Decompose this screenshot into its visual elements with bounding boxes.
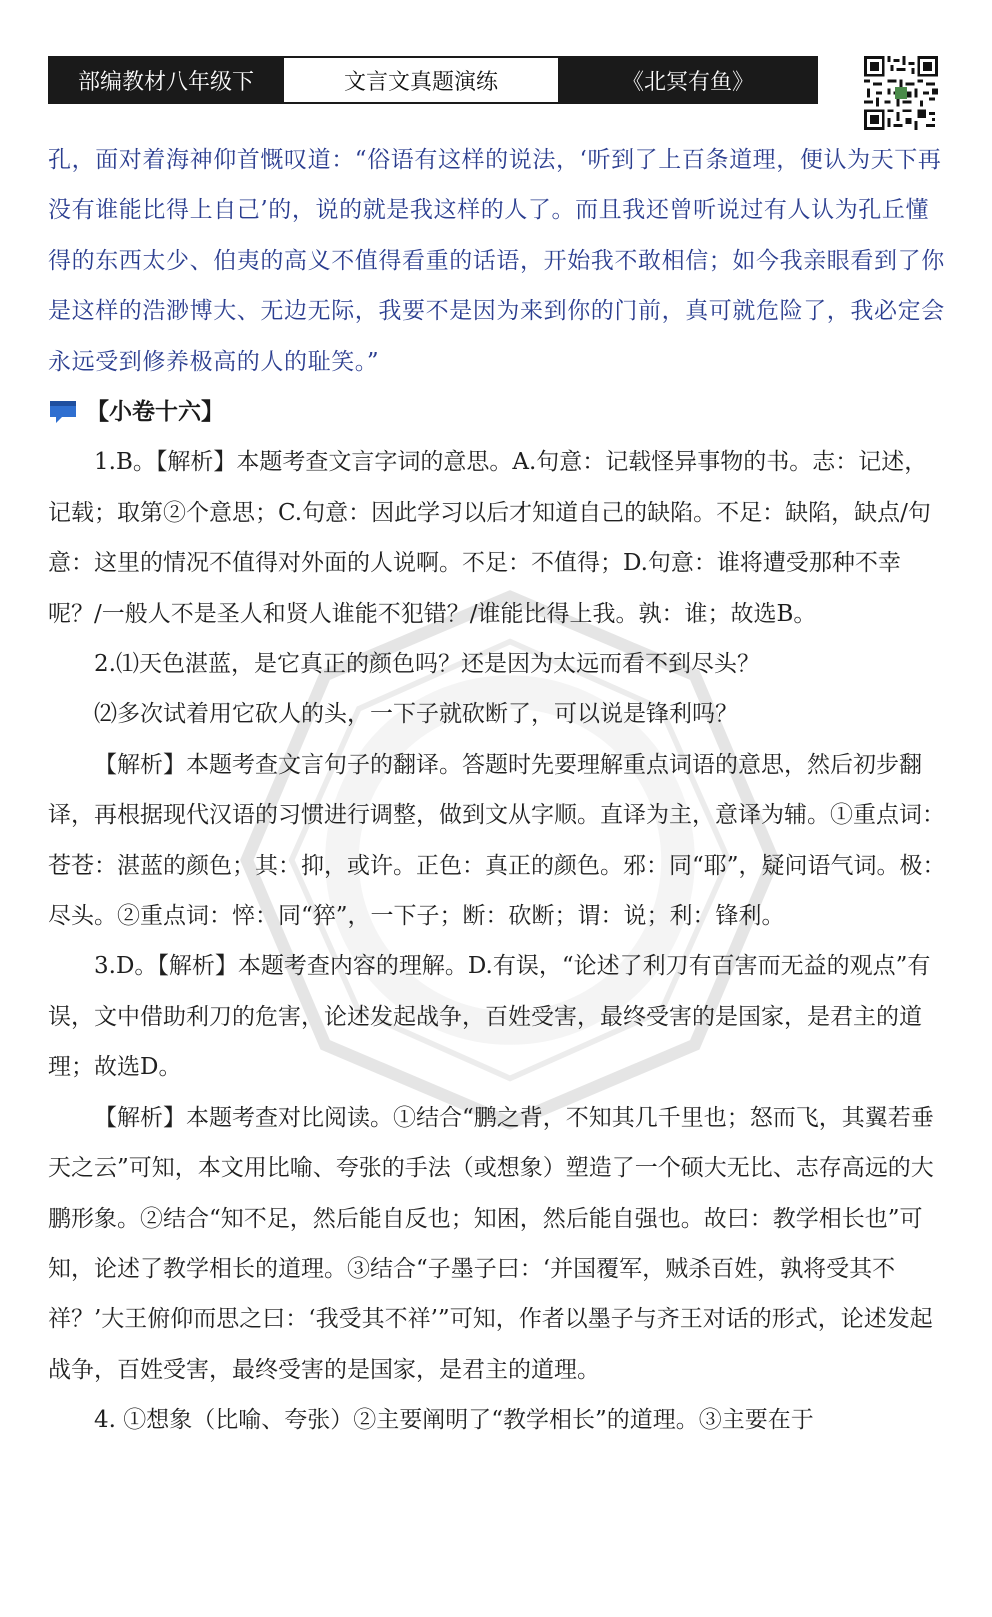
answer-4: 4. ①想象（比喻、夸张）②主要阐明了“教学相长”的道理。③主要在于 [94,1407,814,1434]
qr-code-icon [864,56,938,130]
header-lesson-title: 《北冥有鱼》 [560,58,816,102]
section-marker-icon [48,399,80,425]
translation-paragraph: 孔，面对着海神仰首慨叹道：“俗语有这样的说法，‘听到了上百条道理，便认为天下再没有谁能比得上自己’的，说的就是我这样的人了。而且我还曾听说过有人认为孔丘懂得的东西太少、伯夷的高义不值得看重的话语，开始我不敢相信；如今我亲眼看到了你是这样的浩渺博大、无边无际，我要不是因为来到你的门前，真可就危险了，我必定会永远受到修养极高的人的耻笑。” [48,147,945,375]
header-grade-label: 部编教材八年级下 [50,58,282,102]
comparison-analysis: 【解析】本题考查对比阅读。①结合“鹏之背，不知其几千里也；怒而飞，其翼若垂天之云”可知，本文用比喻、夸张的手法（或想象）塑造了一个硕大无比、志存高远的大鹏形象。②结合“知不足，然后能自反也；知困，然后能自强也。故曰：教学相长也”可知，论述了教学相长的道理。③结合“子墨子曰：‘并国覆军，贼杀百姓，孰将受其不祥？’大王俯仰而思之曰：‘我受其不祥’”可知，作者以墨子与齐王对话的形式，论述发起战争，百姓受害，最终受害的是国家，是君主的道理。 [48,1104,934,1383]
page-content [48,135,948,1446]
section-header [48,387,948,437]
header-topic-label: 文言文真题演练 [282,58,560,102]
section-title: 【小卷十六】 [86,399,224,426]
answer-3: 3.D。【解析】本题考查内容的理解。D.有误，“论述了利刀有百害而无益的观点”有误，文中借助利刀的危害，论述发起战争，百姓受害，最终受害的是国家，是君主的道理；故选D。 [48,953,931,1081]
answer-1: 1.B。【解析】本题考查文言字词的意思。A.句意：记载怪异事物的书。志：记述，记载；取第②个意思；C.句意：因此学习以后才知道自己的缺陷。不足：缺陷，缺点/句意：这里的情况不值得对外面的人说啊。不足：不值得；D.句意：谁将遭受那种不幸呢？/一般人不是圣人和贤人谁能不犯错？/谁能比得上我。孰：谁；故选B。 [48,449,931,627]
answer-2-analysis: 【解析】本题考查文言句子的翻译。答题时先要理解重点词语的意思，然后初步翻译，再根据现代汉语的习惯进行调整，做到文从字顺。直译为主，意译为辅。①重点词：苍苍：湛蓝的颜色；其：抑，或许。正色：真正的颜色。邪：同“耶”，疑问语气词。极：尽头。②重点词：悴：同“猝”，一下子；断：砍断；谓：说；利：锋利。 [48,751,946,930]
answer-2-part-2: ⑵多次试着用它砍人的头，一下子就砍断了，可以说是锋利吗？ [94,701,738,728]
header-bar [48,56,818,104]
answer-2-part-1: 2.⑴天色湛蓝，是它真正的颜色吗？还是因为太远而看不到尽头？ [94,651,760,678]
